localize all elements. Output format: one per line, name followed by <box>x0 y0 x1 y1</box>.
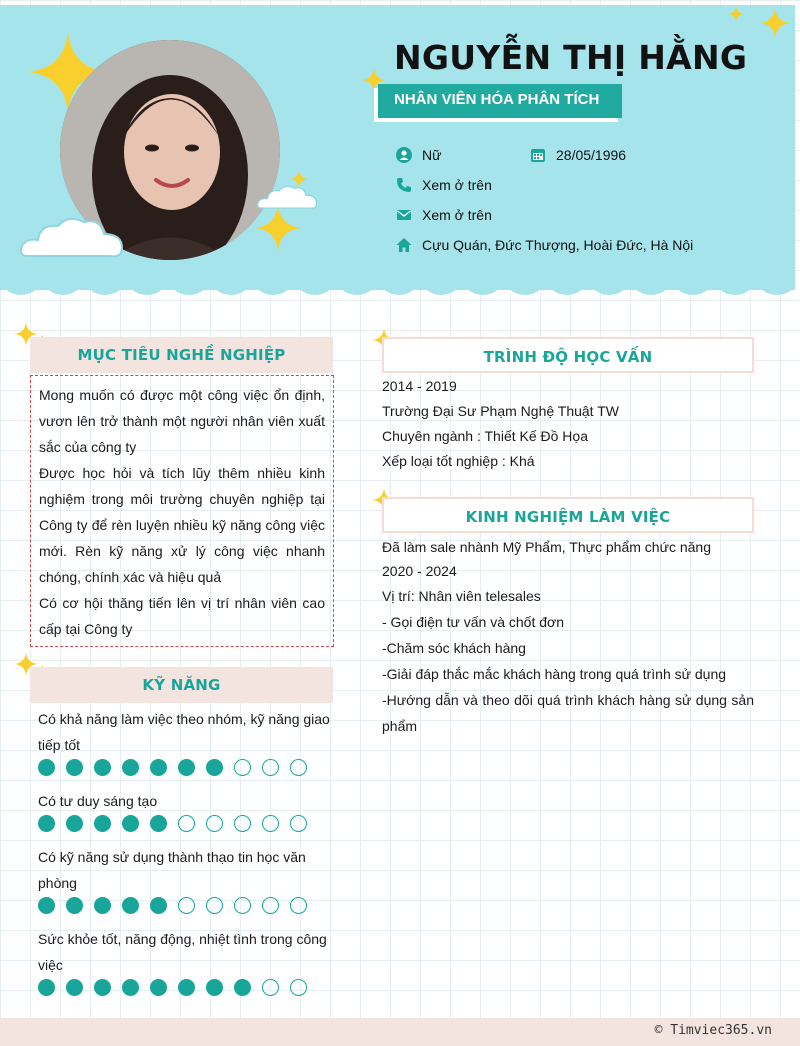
rating-dot-filled <box>150 897 167 914</box>
experience-heading: KINH NGHIỆM LÀM VIỆC <box>382 497 754 533</box>
rating-dot-filled <box>66 759 83 776</box>
job-title-badge: NHÂN VIÊN HÓA PHÂN TÍCH <box>378 84 622 118</box>
cloud-decoration <box>256 182 320 212</box>
phone-icon <box>396 177 412 193</box>
footer-bar <box>0 1018 800 1046</box>
rating-dot-filled <box>38 979 55 996</box>
rating-dot-empty <box>206 815 223 832</box>
rating-dot-filled <box>234 979 251 996</box>
objective-box <box>30 375 334 647</box>
address-row <box>396 235 756 255</box>
rating-dot-empty <box>234 897 251 914</box>
birthdate-value: 28/05/1996 <box>556 147 627 163</box>
rating-dot-filled <box>94 979 111 996</box>
rating-dot-filled <box>206 759 223 776</box>
objective-paragraph: Có cơ hội thăng tiến lên vị trí nhân viên cao cấp tại Công ty <box>39 595 325 637</box>
skill-name: Có kỹ năng sử dụng thành thạo tin học văn phòng <box>38 849 306 891</box>
education-line: Chuyên ngành : Thiết Kế Đồ Họa <box>382 428 588 444</box>
education-line: 2014 - 2019 <box>382 378 457 394</box>
header-wave <box>0 270 795 300</box>
skill-name: Sức khỏe tốt, năng động, nhiệt tình trong công việc <box>38 931 327 973</box>
rating-dot-filled <box>94 759 111 776</box>
rating-dot-filled <box>150 815 167 832</box>
gender-row <box>396 145 516 165</box>
address-value: Cựu Quán, Đức Thượng, Hoài Đức, Hà Nội <box>422 237 694 253</box>
objective-paragraph: Mong muốn có được một công việc ổn định, vươn lên trở thành một người nhân viên xuất sắc của công ty <box>39 387 325 455</box>
experience-line: 2020 - 2024 <box>382 563 457 579</box>
experience-line: -Chăm sóc khách hàng <box>382 640 526 656</box>
rating-dot-filled <box>150 759 167 776</box>
skill-name: Có khả năng làm việc theo nhóm, kỹ năng giao tiếp tốt <box>38 711 330 753</box>
star-decoration <box>760 8 790 38</box>
star-decoration <box>728 6 744 22</box>
objective-heading: MỤC TIÊU NGHỀ NGHIỆP <box>30 337 333 373</box>
experience-line: Vị trí: Nhân viên telesales <box>382 588 541 604</box>
experience-line: -Hướng dẫn và theo dõi quá trình khách hàng sử dụng sản phẩm <box>382 692 754 734</box>
rating-dot-empty <box>262 979 279 996</box>
rating-dot-filled <box>122 979 139 996</box>
rating-dot-empty <box>234 759 251 776</box>
calendar-icon <box>530 147 546 163</box>
education-line: Xếp loại tốt nghiệp : Khá <box>382 453 535 469</box>
home-icon <box>396 237 412 253</box>
email-value: Xem ở trên <box>422 207 492 223</box>
skills-heading: KỸ NĂNG <box>30 667 333 703</box>
rating-dot-filled <box>94 897 111 914</box>
rating-dot-filled <box>66 897 83 914</box>
birthdate-row <box>530 145 660 165</box>
rating-dot-empty <box>290 897 307 914</box>
rating-dot-filled <box>38 897 55 914</box>
rating-dot-empty <box>290 759 307 776</box>
rating-dot-filled <box>178 759 195 776</box>
experience-line: Đã làm sale nhành Mỹ Phẩm, Thực phẩm chức năng <box>382 539 711 555</box>
rating-dot-empty <box>234 815 251 832</box>
education-line: Trường Đại Sư Phạm Nghệ Thuật TW <box>382 403 619 419</box>
rating-dot-empty <box>178 897 195 914</box>
skill-name: Có tư duy sáng tạo <box>38 793 158 809</box>
rating-dot-filled <box>66 979 83 996</box>
rating-dot-filled <box>122 815 139 832</box>
experience-line: - Gọi điện tư vấn và chốt đơn <box>382 614 564 630</box>
email-icon <box>396 207 412 223</box>
rating-dot-empty <box>262 815 279 832</box>
objective-paragraph: Được học hỏi và tích lũy thêm nhiều kinh nghiệm trong môi trường chuyên nghiệp tại Công ty để rèn luyện nhiều kỹ năng công việc mới. Rèn kỹ năng xử lý công việc nhanh chóng, chính xác và hiệu quả <box>39 465 325 585</box>
rating-dot-empty <box>262 897 279 914</box>
rating-dot-filled <box>66 815 83 832</box>
cloud-decoration <box>18 212 128 262</box>
rating-dot-filled <box>38 815 55 832</box>
rating-dot-filled <box>206 979 223 996</box>
rating-dot-empty <box>206 897 223 914</box>
rating-dot-filled <box>122 759 139 776</box>
rating-dot-empty <box>178 815 195 832</box>
rating-dot-filled <box>122 897 139 914</box>
phone-row <box>396 175 596 195</box>
person-icon <box>396 147 412 163</box>
rating-dot-empty <box>262 759 279 776</box>
experience-line: -Giải đáp thắc mắc khách hàng trong quá trình sử dụng <box>382 666 727 682</box>
rating-dot-filled <box>150 979 167 996</box>
email-row <box>396 205 596 225</box>
footer-copyright: © Timviec365.vn <box>654 1023 772 1038</box>
rating-dot-empty <box>290 979 307 996</box>
education-heading: TRÌNH ĐỘ HỌC VẤN <box>382 337 754 373</box>
experience-list <box>382 535 754 739</box>
rating-dot-filled <box>178 979 195 996</box>
phone-value: Xem ở trên <box>422 177 492 193</box>
rating-dot-filled <box>38 759 55 776</box>
education-list <box>382 374 754 474</box>
rating-dot-filled <box>94 815 111 832</box>
rating-dot-empty <box>290 815 307 832</box>
candidate-name: NGUYỄN THỊ HẰNG <box>394 38 748 77</box>
gender-value: Nữ <box>422 147 442 163</box>
